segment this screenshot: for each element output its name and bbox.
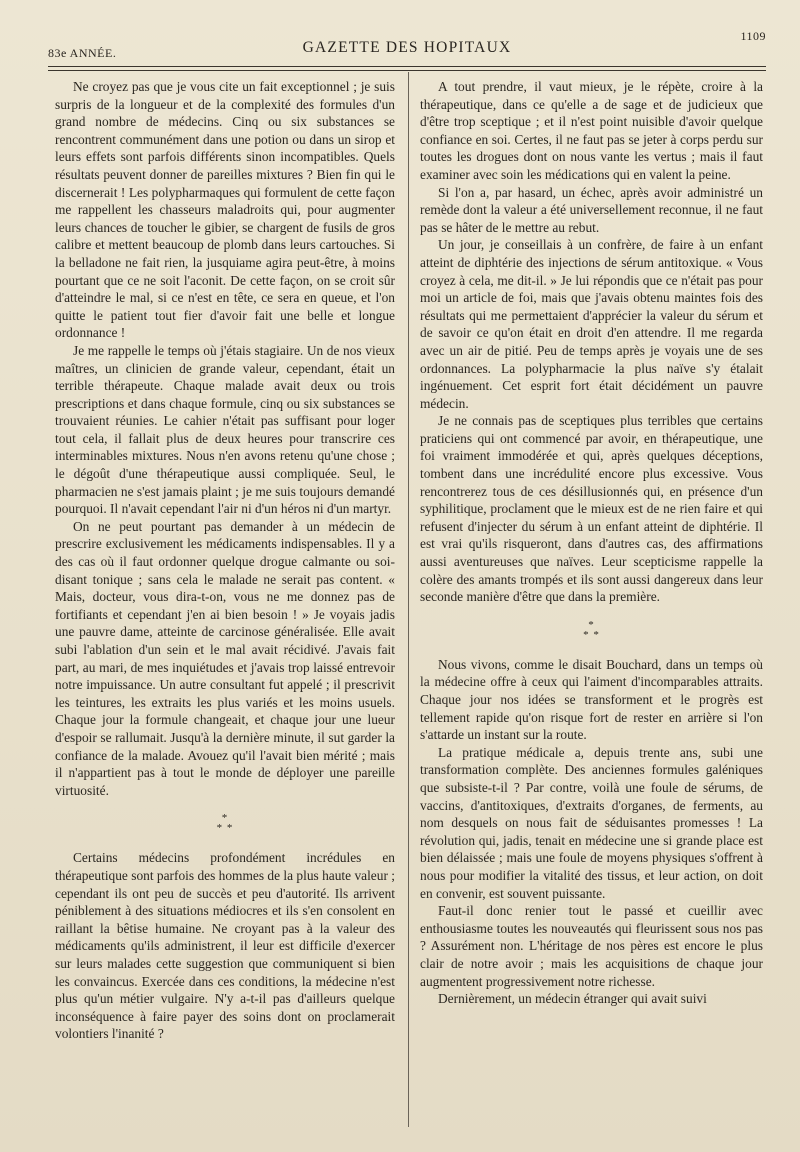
paragraph: On ne peut pourtant pas demander à un médecin de prescrire exclusivement les médicaments indispensables. Il y a des cas où il faut ordonner quelque drogue calmante ou soi-disant tonique ; sans cela le malade ne serait pas content. « Mais, docteur, vous dira-t-on, vous ne me donnez pas de fortifiants et cependant j'en ai bien besoin ! » Je voyais jadis une pauvre dame, atteinte de carcinose généralisée. Elle avait subi l'ablation d'un sein et le mal avait récidivé. J'avais fait part, au mari, de mes inquiétudes et j'avais trop laissé entrevoir notre impuissance. Un autre consultant fut appelé ; il prescrivit les teintures, les extraits les plus variés et les moins usuels. Chaque jour la formule changeait, et chaque jour une lueur d'espoir se rallumait. Jusqu'à la dernière minute, il sut garder la confiance de la malade. Avouez qu'il l'avait bien mérité ; mais il n'appartient pas à tout le monde de déployer une pareille virtuosité. [55, 518, 395, 798]
separator-star-top: * [221, 812, 229, 825]
page-header [48, 26, 766, 74]
paragraph: Si l'on a, par hasard, un échec, après avoir administré un remède dont la valeur a été universellement reconnue, il ne faut pas se hâter de le mettre au rebut. [420, 184, 763, 235]
separator-star-bottom: * * [216, 822, 234, 835]
section-separator [420, 620, 763, 640]
separator-star-bottom: * * [583, 628, 600, 641]
left-column [55, 78, 395, 1043]
paragraph: Un jour, je conseillais à un confrère, de faire à un enfant atteint de diphtérie des injections de sérum antitoxique. « Vous croyez à cela, me dit-il. » Je lui répondis que ce n'était pas pour moi un article de foi, mais que j'avais obtenu maintes fois des résultats qui me permettaient d'apprécier la valeur du sérum et de savoir ce qu'on était en droit d'en attendre. Il me regarda avec un air de pitié. Peu de temps après je voyais une de ses ordonnances. La polypharmacie la plus naïve s'y étalait ingénuement. Cet esprit fort était décidément un pauvre médecin. [420, 237, 763, 411]
header-rule-thin [48, 70, 766, 71]
page-number: 1109 [740, 29, 766, 43]
paragraph: A tout prendre, il vaut mieux, je le répète, croire à la thérapeutique, dans ce qu'elle a de sage et de judicieux que d'être trop sceptique ; et il n'est point nuisible d'avoir quelque confiance en soi. Certes, il ne faut pas se jeter à corps perdu sur toutes les drogues dont on nous vante les vertus ; mais il faut examiner avec soin les médications qui en valent la peine. [420, 79, 763, 182]
paragraph: La pratique médicale a, depuis trente ans, subi une transformation complète. Des anciennes formules galéniques que subsiste-t-il ? Par contre, voilà une foule de sérums, de vaccins, d'antitoxiques, d'extraits d'organes, de ferments, au nom desquels on nous fait de séduisantes promesses ! La révolution qui, jadis, tenait en médecine une si grande place est bien délaissée ; mais une foule de moyens physiques s'offrent à nous pour modifier la vitalité des tissus, et leur action, on doit en convenir, est souvent puissante. [420, 744, 763, 901]
header-rule [48, 66, 766, 67]
column-divider [408, 72, 409, 1127]
separator-star-top: * [588, 618, 595, 631]
section-separator [55, 813, 395, 833]
right-column [420, 78, 763, 1008]
paragraph: Ne croyez pas que je vous cite un fait exceptionnel ; je suis surpris de la longueur et de la complexité des formules d'un grand nombre de médecins. Cinq ou six substances se rencontrent communément dans une potion ou dans un sirop et leurs effets sont parfois différents sinon incompatibles. Quels résultats peuvent donner de pareilles mixtures ? Bien fin qui le discernerait ! Les polypharmaques qui formulent de cette façon me rappellent les chasseurs maladroits qui, pour augmenter leurs chances de toucher le gibier, se chargent de fusils de gros calibre et mettent beaucoup de plomb dans leurs cartouches. Si la belladone ne fait rien, la jusquiame agira peut-être, à moins pourtant que ce ne soit l'aconit. De cette façon, on se croit sûr d'atteindre le mal, si ce n'est en tête, ce sera en queue, et l'on quitte le patient tout fier d'avoir fait une belle et longue ordonnance ! [55, 79, 395, 341]
journal-title: GAZETTE DES HOPITAUX [302, 39, 512, 56]
paragraph: Dernièrement, un médecin étranger qui avait suivi [438, 991, 707, 1007]
paragraph: Nous vivons, comme le disait Bouchard, dans un temps où la médecine offre à ceux qui l'aiment d'incomparables attraits. Chaque jour nos idées se transforment et le progrès est tellement rapide qu'on risque fort de rester en arrière si l'on s'attarde un instant sur la route. [420, 656, 763, 743]
paragraph: Faut-il donc renier tout le passé et cueillir avec enthousiasme toutes les nouveautés qui fleurissent sous nos pas ? Assurément non. L'héritage de nos pères est encore le plus clair de notre avoir ; mais les acquisitions de chaque jour augmentent progressivement notre richesse. [420, 903, 763, 989]
volume-label: 83e ANNÉE. [48, 46, 117, 60]
paragraph: Certains médecins profondément incrédules en thérapeutique sont parfois des hommes de la plus haute valeur ; cependant ils ont peu de succès et peu d'autorité. Ils arrivent péniblement à des situations médiocres et ils s'en consolent en raillant la bêtise humaine. Ne croyant pas à la valeur des médicaments qu'ils administrent, il leur est difficile d'exercer sur leurs malades cette suggestion que communiquent si bien les convaincus. Exercée dans ces conditions, la médecine n'est plus qu'un métier vulgaire. N'y a-t-il pas d'ailleurs quelque inconséquence à faire payer des soins dont on proclamerait volontiers l'inanité ? [55, 850, 395, 1042]
paragraph: Je me rappelle le temps où j'étais stagiaire. Un de nos vieux maîtres, un clinicien de grande valeur, cependant, était un terrible thérapeute. Chaque malade avait deux ou trois prescriptions et dans chaque formule, cinq ou six substances se trouvaient réunies. Le cahier n'était pas suffisant pour loger tout cela, il fallait plus de deux heures pour transcrire ces interminables mixtures. Nous n'en avons retenu qu'une chose ; le dégoût d'une thérapeutique aussi compliquée. Seul, le pharmacien ne s'est jamais plaint ; je me suis toujours demandé pourquoi. Il n'avait cependant l'air ni d'un héros ni d'un martyr. [55, 342, 395, 517]
paragraph: Je ne connais pas de sceptiques plus terribles que certains praticiens qui ont commencé par avoir, en thérapeutique, une foi vraiment immodérée et qui, après quelques déceptions, tombent dans une incrédulité encore plus excessive. Vous rencontrerez tous de ces désillusionnés qui, en présence d'un syphilitique, proclament que le mieux est de ne rien faire et qui refusent d'injecter du sérum à un enfant atteint de diphtérie. Il est vrai qu'ils risqueront, dans d'autres cas, des affirmations aussi aventureuses que naïves. Leur scepticisme rappelle la colère des amants trompés et ils sont aussi dangereux dans leur seconde manière d'être que dans la première. [420, 413, 763, 605]
